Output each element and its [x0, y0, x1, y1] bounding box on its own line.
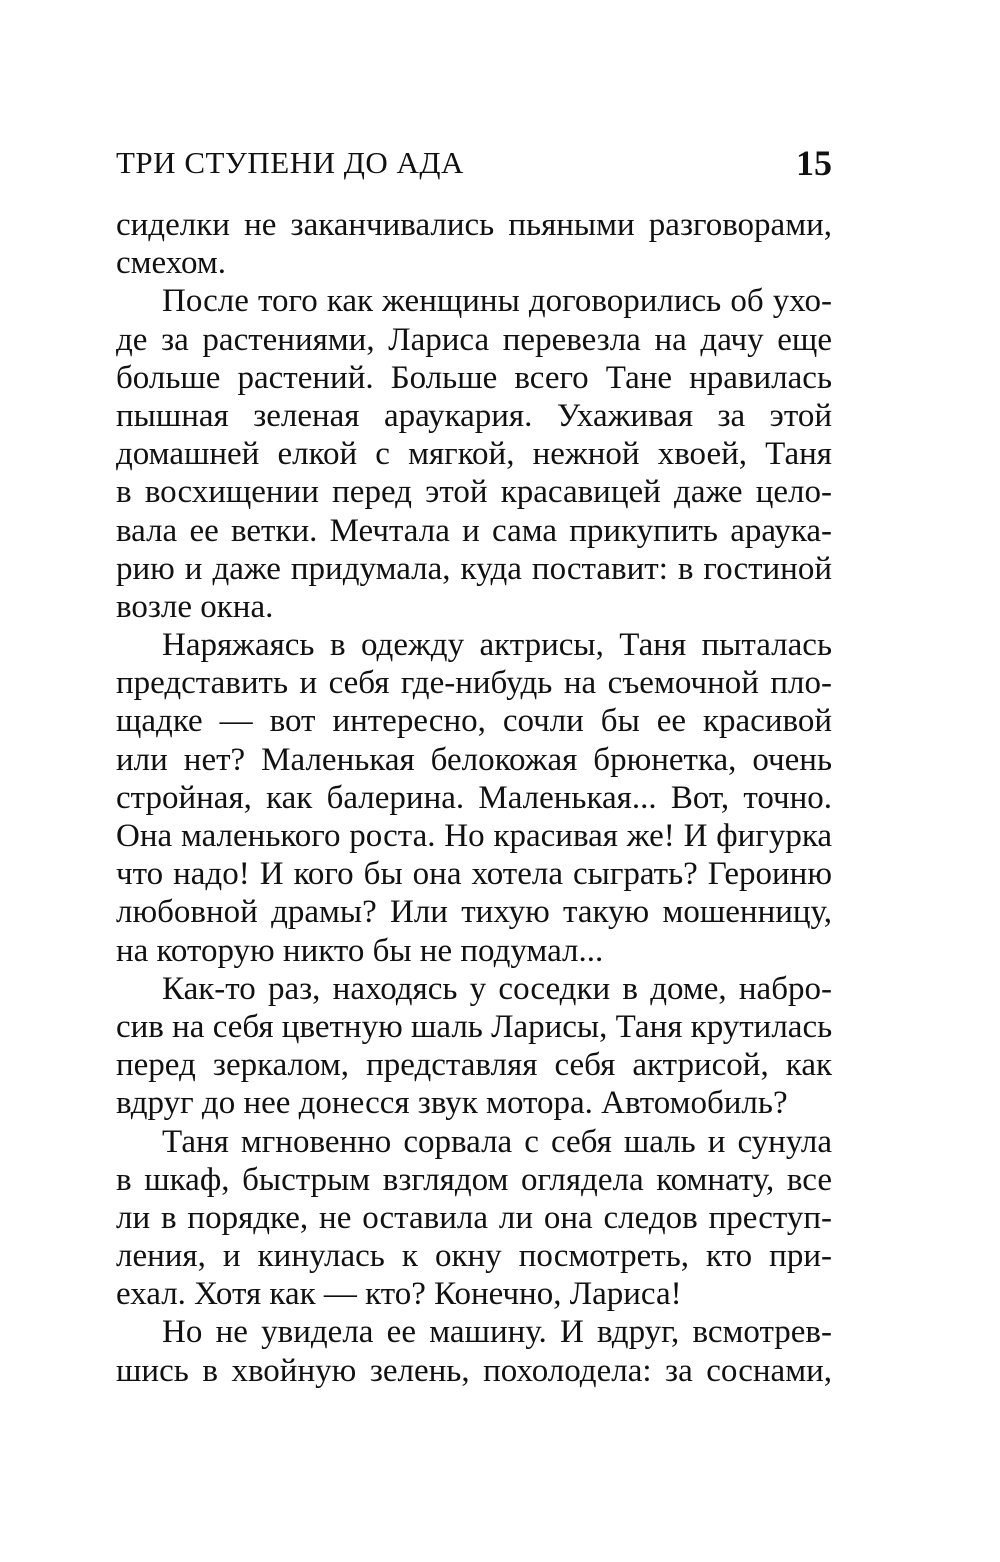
- text-line: в восхищении перед этой красавицей даже цело-: [116, 474, 832, 511]
- running-head: [116, 140, 832, 190]
- text-line: ления, и кинулась к окну посмотреть, кто при-: [116, 1238, 832, 1275]
- text-line: шись в хвойную зелень, похолодела: за соснами,: [116, 1352, 832, 1389]
- text-line: сив на себя цветную шаль Ларисы, Таня крутилась: [116, 1008, 833, 1045]
- text-line: ли в порядке, не оставила ли она следов преступ-: [116, 1199, 832, 1236]
- text-line: возле окна.: [116, 588, 274, 625]
- text-line: домашней елкой с мягкой, нежной хвоей, Таня: [116, 436, 832, 473]
- text-line: стройная, как балерина. Маленькая... Вот, точно.: [116, 779, 832, 816]
- page-number: 15: [796, 143, 832, 183]
- text-line: ехал. Хотя как — кто? Конечно, Лариса!: [116, 1276, 682, 1313]
- text-line: перед зеркалом, представляя себя актрисой, как: [116, 1047, 832, 1084]
- text-line: Как-то раз, находясь у соседки в доме, набро-: [162, 970, 832, 1007]
- text-line: что надо! И кого бы она хотела сыграть? Героиню: [116, 856, 832, 893]
- text-line: Но не увидела ее машину. И вдруг, всмотрев-: [162, 1314, 832, 1351]
- text-line: больше растений. Больше всего Тане нравилась: [116, 359, 832, 396]
- paragraph: [116, 206, 832, 282]
- text-line: в шкаф, быстрым взглядом оглядела комнату, все: [116, 1161, 832, 1198]
- text-line: щадке — вот интересно, сочли бы ее красивой: [116, 703, 832, 740]
- paragraph: [116, 1313, 832, 1389]
- text-line: представить и себя где-нибудь на съемочной пло-: [116, 665, 832, 702]
- text-line: сиделки не заканчивались пьяными разговорами,: [116, 207, 832, 243]
- text-line: или нет? Маленькая белокожая брюнетка, очень: [116, 741, 832, 778]
- text-line: вала ее ветки. Мечтала и сама прикупить араука-: [116, 512, 832, 549]
- text-line: Она маленького роста. Но красивая же! И фигурка: [116, 818, 832, 854]
- book-title: ТРИ СТУПЕНИ ДО АДА: [116, 145, 464, 180]
- text-line: пышная зеленая араукария. Ухаживая за этой: [116, 397, 832, 434]
- text-line: любовной драмы? Или тихую такую мошенницу,: [116, 894, 832, 931]
- body-text: [116, 206, 832, 1390]
- text-line: После того как женщины договорились об ухо-: [162, 283, 832, 320]
- text-line: рию и даже придумала, куда поставит: в гостиной: [116, 550, 832, 587]
- text-line: вдруг до нее донесся звук мотора. Автомобиль?: [116, 1085, 788, 1122]
- text-line: де за растениями, Лариса перевезла на дачу еще: [116, 321, 832, 358]
- paragraph: [116, 626, 832, 970]
- paragraph: [116, 970, 832, 1123]
- text-line: смехом.: [116, 245, 226, 282]
- paragraph: [116, 1123, 832, 1314]
- text-line: на которую никто бы не подумал...: [116, 932, 604, 969]
- paragraph: [116, 282, 832, 626]
- text-line: Таня мгновенно сорвала с себя шаль и сунула: [162, 1123, 832, 1160]
- text-line: Наряжаясь в одежду актрисы, Таня пыталась: [162, 627, 832, 664]
